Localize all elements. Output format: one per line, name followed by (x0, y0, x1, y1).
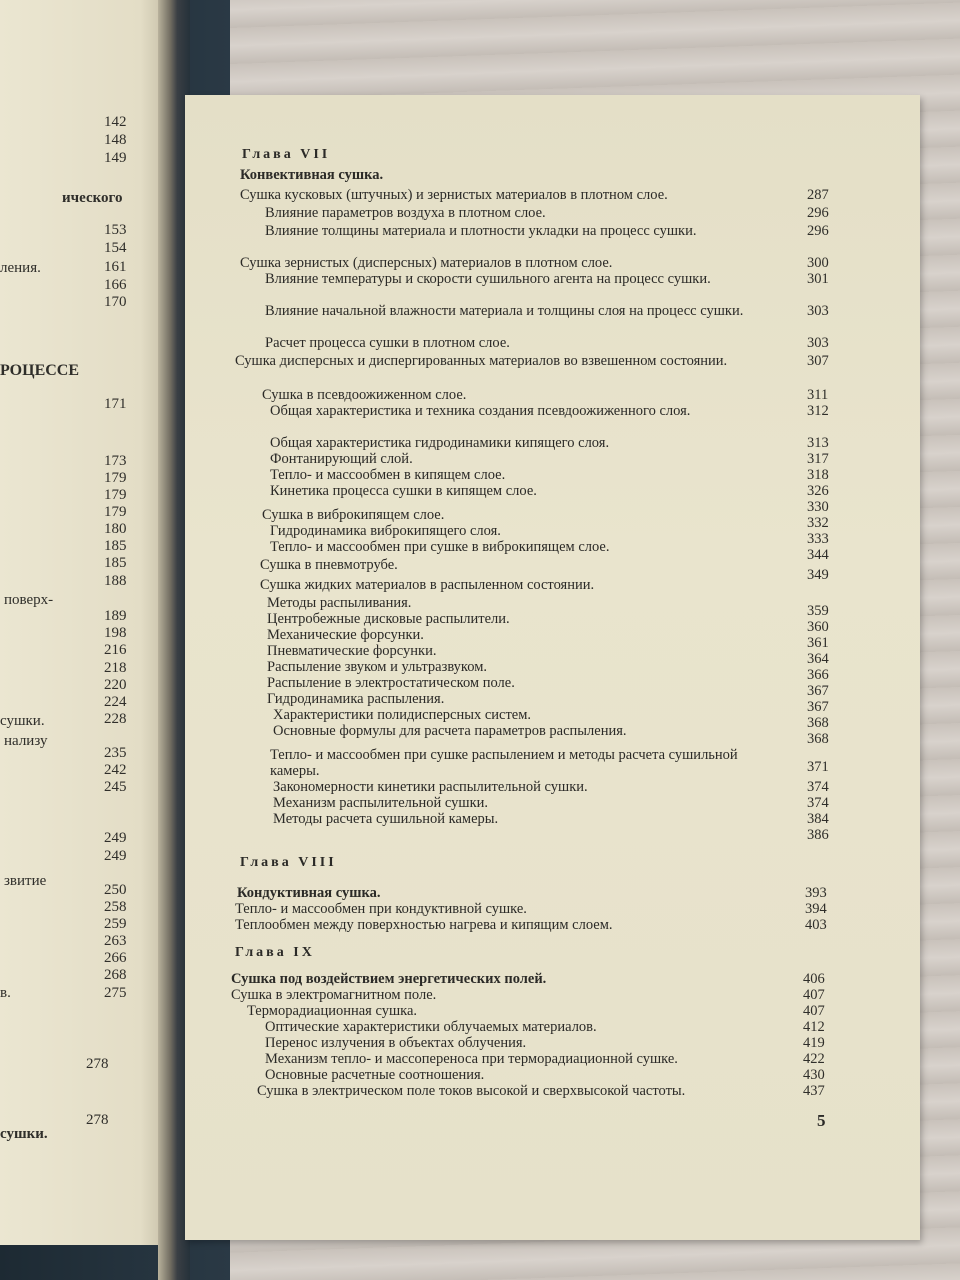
toc-entry-page: 364 (807, 651, 829, 667)
toc-entry-page: 384 (807, 811, 829, 827)
toc-entry-page: 296 (807, 223, 829, 239)
toc-entry-page: 367 (807, 683, 829, 699)
toc-entry-page: 437 (803, 1083, 825, 1099)
left-page-number: 218 (104, 660, 127, 676)
toc-entry-text: Фонтанирующий слой. (270, 451, 413, 467)
left-page-number: 161 (104, 259, 127, 275)
toc-entry-text: Методы распыливания. (267, 595, 412, 611)
left-page-number: 259 (104, 916, 127, 932)
toc-entry-page: 349 (807, 567, 829, 583)
toc-entry-page: 403 (805, 917, 827, 933)
toc-entry-page: 307 (807, 353, 829, 369)
right-page (185, 95, 920, 1240)
toc-entry-text: Теплообмен между поверхностью нагрева и кипящим слоем. (235, 917, 613, 933)
toc-entry-text: Пневматические форсунки. (267, 643, 437, 659)
toc-entry-page: 407 (803, 1003, 825, 1019)
left-page-fragment: сушки. (0, 1126, 48, 1142)
toc-entry-page: 393 (805, 885, 827, 901)
toc-entry-text: Сушка в виброкипящем слое. (262, 507, 445, 523)
toc-entry-text: Гидродинамика виброкипящего слоя. (270, 523, 501, 539)
toc-entry-text: Сушка в электромагнитном поле. (231, 987, 437, 1003)
toc-entry-page: 326 (807, 483, 829, 499)
toc-entry-text: Тепло- и массообмен при кондуктивной сушке. (235, 901, 527, 917)
left-page-number: 220 (104, 677, 127, 693)
toc-entry-page: 368 (807, 715, 829, 731)
toc-entry-page: 394 (805, 901, 827, 917)
toc-entry-page: 430 (803, 1067, 825, 1083)
left-page-number: 235 (104, 745, 127, 761)
toc-entry-text: Характеристики полидисперсных систем. (273, 707, 532, 723)
toc-entry-page: 371 (807, 759, 829, 775)
left-page-number: 266 (104, 950, 127, 966)
toc-entry-page: 296 (807, 205, 829, 221)
left-page-fragment: ления. (0, 260, 41, 276)
left-page-number: 166 (104, 277, 127, 293)
toc-entry-text: Механизм тепло- и массопереноса при терморадиационной сушке. (265, 1051, 678, 1067)
left-page-fragment: ического (62, 190, 123, 206)
toc-entry-text: Тепло- и массообмен в кипящем слое. (270, 467, 506, 483)
section-heading: Конвективная сушка. (240, 167, 384, 183)
toc-entry-text: Влияние толщины материала и плотности укладки на процесс сушки. (265, 223, 697, 239)
toc-entry-page: 287 (807, 187, 829, 203)
toc-entry-page: 333 (807, 531, 829, 547)
toc-entry-text: Центробежные дисковые распылители. (267, 611, 510, 627)
toc-entry-page: 361 (807, 635, 829, 651)
left-page-number: 258 (104, 899, 127, 915)
left-page-number: 275 (104, 985, 127, 1001)
left-page-fragment: звитие (4, 873, 47, 889)
toc-entry-text: Механизм распылительной сушки. (273, 795, 489, 811)
toc-entry-text: Распыление звуком и ультразвуком. (267, 659, 488, 675)
toc-entry-page: 301 (807, 271, 829, 287)
left-page-number: 278 (86, 1112, 109, 1128)
chapter-heading: Глава VIII (240, 855, 337, 870)
left-page-number: 249 (104, 830, 127, 846)
toc-entry-page: 406 (803, 971, 825, 987)
left-page-number: 179 (104, 487, 127, 503)
section-heading: Кондуктивная сушка. (237, 885, 381, 901)
toc-entry-page: 419 (803, 1035, 825, 1051)
toc-entry-text: Сушка в псевдоожиженном слое. (262, 387, 467, 403)
left-page-fragment: РОЦЕССЕ (0, 362, 80, 379)
left-page-number: 268 (104, 967, 127, 983)
left-page-fragment: в. (0, 985, 11, 1001)
toc-entry-text: Влияние параметров воздуха в плотном слое. (265, 205, 546, 221)
left-page-number: 148 (104, 132, 127, 148)
left-page-number: 185 (104, 555, 127, 571)
toc-entry-page: 303 (807, 303, 829, 319)
section-heading: Сушка под воздействием энергетических полей. (231, 971, 547, 987)
toc-entry-text: Терморадиационная сушка. (247, 1003, 418, 1019)
toc-entry-text: Влияние начальной влажности материала и толщины слоя на процесс сушки. (265, 303, 744, 319)
left-page-fragment: поверх- (4, 592, 54, 608)
left-page-number: 228 (104, 711, 127, 727)
toc-entry-text: Общая характеристика гидродинамики кипящего слоя. (270, 435, 610, 451)
toc-entry-page: 374 (807, 795, 829, 811)
toc-entry-text: Сушка в электрическом поле токов высокой и сверхвысокой частоты. (257, 1083, 686, 1099)
left-page-number: 185 (104, 538, 127, 554)
toc-entry-page: 313 (807, 435, 829, 451)
toc-entry-text: Общая характеристика и техника создания псевдоожиженного слоя. (270, 403, 691, 419)
toc-entry-text: Влияние температуры и скорости сушильного агента на процесс сушки. (265, 271, 711, 287)
left-page-number: 179 (104, 470, 127, 486)
left-page-number: 188 (104, 573, 127, 589)
toc-entry-page: 412 (803, 1019, 825, 1035)
toc-entry-page: 374 (807, 779, 829, 795)
left-page-number: 180 (104, 521, 127, 537)
toc-entry-text: Кинетика процесса сушки в кипящем слое. (270, 483, 537, 499)
left-page-fragment: сушки. (0, 713, 45, 729)
toc-entry-page: 386 (807, 827, 829, 843)
left-page-number: 250 (104, 882, 127, 898)
toc-entry-text: Сушка жидких материалов в распыленном состоянии. (260, 577, 595, 593)
toc-entry-page: 407 (803, 987, 825, 1003)
toc-entry-text: Перенос излучения в объектах облучения. (265, 1035, 527, 1051)
left-page-number: 179 (104, 504, 127, 520)
left-page-number: 198 (104, 625, 127, 641)
left-page-number: 170 (104, 294, 127, 310)
toc-entry-text: Гидродинамика распыления. (267, 691, 445, 707)
chapter-heading: Глава IX (235, 945, 315, 960)
left-page-number: 171 (104, 396, 127, 412)
left-page-number: 242 (104, 762, 127, 778)
toc-entry-text: Тепло- и массообмен при сушке распылением и методы расчета сушильной камеры. (270, 747, 738, 779)
left-page-number: 278 (86, 1056, 109, 1072)
left-page-fragment: нализу (4, 733, 48, 749)
left-page-number: 149 (104, 150, 127, 166)
toc-entry-page: 332 (807, 515, 829, 531)
toc-entry-text: Сушка зернистых (дисперсных) материалов в плотном слое. (240, 255, 613, 271)
toc-entry-page: 344 (807, 547, 829, 563)
table-of-contents (185, 95, 920, 1240)
toc-entry-text: Сушка в пневмотрубе. (260, 557, 398, 573)
toc-entry-text: Механические форсунки. (267, 627, 424, 643)
toc-entry-page: 422 (803, 1051, 825, 1067)
toc-entry-text: Основные формулы для расчета параметров распыления. (273, 723, 627, 739)
left-page-number: 173 (104, 453, 127, 469)
left-page-number: 142 (104, 114, 127, 130)
toc-entry-page: 311 (807, 387, 829, 403)
toc-entry-page: 367 (807, 699, 829, 715)
toc-entry-page: 360 (807, 619, 829, 635)
left-page-number: 249 (104, 848, 127, 864)
page-number: 5 (817, 1111, 826, 1130)
left-page-number: 245 (104, 779, 127, 795)
left-page-number: 154 (104, 240, 127, 256)
toc-entry-page: 366 (807, 667, 829, 683)
toc-entry-text: Сушка дисперсных и диспергированных материалов во взвешенном состоянии. (235, 353, 728, 369)
toc-entry-page: 303 (807, 335, 829, 351)
left-page-number: 216 (104, 642, 127, 658)
toc-entry-text: Расчет процесса сушки в плотном слое. (265, 335, 510, 351)
toc-entry-page: 368 (807, 731, 829, 747)
left-page-number: 224 (104, 694, 127, 710)
left-page (0, 0, 165, 1245)
toc-entry-text: Тепло- и массообмен при сушке в виброкипящем слое. (270, 539, 610, 555)
left-page-number: 189 (104, 608, 127, 624)
toc-entry-text: Закономерности кинетики распылительной сушки. (273, 779, 588, 795)
toc-entry-page: 300 (807, 255, 829, 271)
left-page-number: 263 (104, 933, 127, 949)
toc-entry-page: 318 (807, 467, 829, 483)
toc-entry-text: Основные расчетные соотношения. (265, 1067, 485, 1083)
toc-entry-page: 312 (807, 403, 829, 419)
chapter-heading: Глава VII (242, 147, 331, 162)
toc-entry-text: Сушка кусковых (штучных) и зернистых материалов в плотном слое. (240, 187, 668, 203)
toc-entry-text: Распыление в электростатическом поле. (267, 675, 515, 691)
toc-entry-text: Методы расчета сушильной камеры. (273, 811, 499, 827)
toc-entry-text: Оптические характеристики облучаемых материалов. (265, 1019, 597, 1035)
toc-entry-page: 330 (807, 499, 829, 515)
left-page-number: 153 (104, 222, 127, 238)
toc-entry-page: 317 (807, 451, 829, 467)
toc-entry-page: 359 (807, 603, 829, 619)
